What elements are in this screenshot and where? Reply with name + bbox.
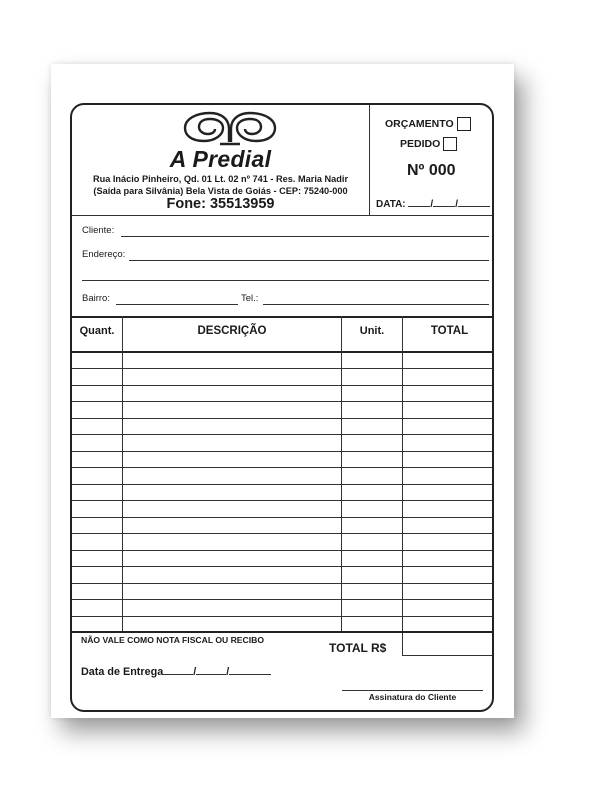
table-row[interactable] [72, 451, 494, 452]
company-phone: Fone: 35513959 [166, 196, 275, 212]
table-row[interactable] [72, 401, 494, 402]
pedido-checkbox[interactable] [443, 137, 457, 151]
table-header-line [72, 351, 494, 353]
table-row[interactable] [72, 385, 494, 386]
table-top-line [72, 316, 494, 318]
endereco-field[interactable] [129, 260, 489, 261]
column-header-unit: Unit. [359, 325, 385, 337]
column-header-total: TOTAL [430, 325, 469, 337]
table-row[interactable] [72, 566, 494, 567]
company-address-line2: (Saída para Silvânia) Bela Vista de Goiás - CEP: 75240-000 [93, 186, 348, 196]
endereco-label: Endereço: [82, 249, 126, 260]
column-header-quant: Quant. [79, 325, 115, 337]
column-divider [402, 316, 403, 655]
date-field[interactable] [376, 196, 490, 210]
total-value-box[interactable] [402, 655, 494, 656]
delivery-date-field[interactable] [81, 664, 271, 678]
order-form [70, 103, 494, 712]
total-label: TOTAL R$ [329, 641, 387, 655]
table-row[interactable] [72, 368, 494, 369]
bairro-field[interactable] [116, 304, 238, 305]
table-bottom-line [72, 631, 494, 633]
tel-field[interactable] [263, 304, 489, 305]
table-row[interactable] [72, 583, 494, 584]
nota-fiscal-disclaimer: NÃO VALE COMO NOTA FISCAL OU RECIBO [81, 635, 265, 645]
date-separator: / [430, 199, 434, 210]
header-bottom-line [72, 215, 494, 216]
cliente-label: Cliente: [82, 225, 115, 236]
company-name: A Predial [169, 146, 272, 172]
orcamento-option [385, 117, 471, 131]
table-row[interactable] [72, 517, 494, 518]
orcamento-checkbox[interactable] [457, 117, 471, 131]
table-row[interactable] [72, 616, 494, 617]
signature-line[interactable] [342, 690, 483, 691]
delivery-date-separator: / [226, 666, 230, 678]
column-header-descricao: DESCRIÇÃO [197, 325, 267, 337]
date-separator: / [455, 199, 458, 210]
table-row[interactable] [72, 434, 494, 435]
company-logo-icon [180, 110, 280, 148]
tel-label: Tel.: [241, 293, 259, 304]
table-row[interactable] [72, 418, 494, 419]
cliente-field[interactable] [121, 236, 489, 237]
company-address-line1: Rua Inácio Pinheiro, Qd. 01 Lt. 02 nº 741 - Res. Maria Nadir [92, 174, 349, 184]
signature-label: Assinatura do Cliente [368, 692, 457, 702]
table-row[interactable] [72, 500, 494, 501]
bairro-label: Bairro: [82, 293, 110, 304]
document-number: Nº 000 [407, 162, 456, 179]
delivery-date-label: Data de Entrega [81, 666, 164, 678]
date-label: DATA: [376, 199, 406, 210]
table-row[interactable] [72, 484, 494, 485]
table-row[interactable] [72, 467, 494, 468]
endereco-field-line2[interactable] [82, 280, 489, 281]
orcamento-label: ORÇAMENTO [385, 117, 454, 130]
table-row[interactable] [72, 533, 494, 534]
pedido-label: PEDIDO [400, 137, 441, 150]
table-row[interactable] [72, 599, 494, 600]
header-divider [369, 105, 370, 215]
delivery-date-separator: / [193, 666, 197, 678]
pedido-option [400, 137, 457, 151]
table-row[interactable] [72, 550, 494, 551]
